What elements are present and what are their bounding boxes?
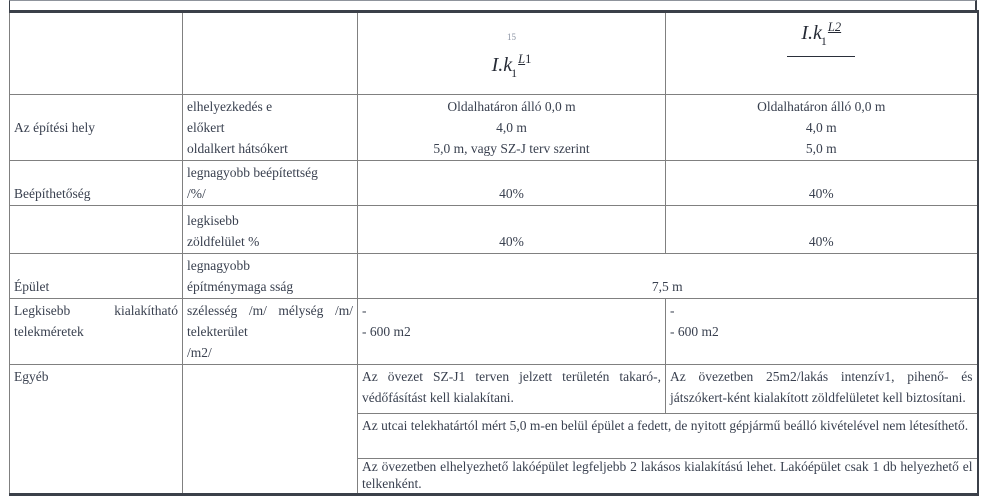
zone2-code-subscript: 1 <box>820 34 827 48</box>
value-line: 5,0 m, vagy SZ-J terv szerint <box>433 141 590 156</box>
criteria-cell-empty <box>183 365 358 495</box>
zone1-code <box>362 47 661 85</box>
row-building-height <box>10 254 978 299</box>
row-other-1 <box>10 365 978 414</box>
row-label: Az építési hely <box>14 120 95 135</box>
value-line: Oldalhatáron álló 0,0 m <box>447 99 576 114</box>
zone2-underline <box>787 56 855 57</box>
criteria-line: szélesség /m/ mélység /m/ <box>187 303 353 318</box>
row-label: Beépíthetőség <box>14 186 91 201</box>
row-label-cell <box>10 206 183 254</box>
value-line: 40% <box>499 234 524 249</box>
criteria-line: elhelyezkedés e <box>187 99 273 114</box>
criteria-cell <box>183 254 358 299</box>
criteria-line: telekterület <box>187 324 248 339</box>
zone2-code-base: I.k <box>801 22 822 44</box>
zone2-value-cell <box>666 299 978 365</box>
criteria-cell <box>183 206 358 254</box>
value-line: - 600 m2 <box>362 324 411 339</box>
criteria-line: előkert <box>187 120 225 135</box>
note-paragraph: Az övezet SZ-J1 terven jelzett területén takaró-, védőfásítást kell kialakítani. <box>362 369 661 405</box>
zone1-value-cell <box>358 95 666 161</box>
row-building-site <box>10 95 978 161</box>
criteria-line: zöldfelület % <box>187 234 260 249</box>
row-label-cell <box>10 299 183 365</box>
zone1-value-cell <box>358 206 666 254</box>
criteria-cell <box>183 95 358 161</box>
criteria-line: /m2/ <box>187 345 212 360</box>
zoning-parameters-table <box>9 10 979 496</box>
zone2-value-cell <box>666 95 978 161</box>
zone1-value-cell <box>358 161 666 206</box>
value-line: 7,5 m <box>651 279 683 294</box>
row-label: Legkisebb kialakítható telekméretek <box>14 303 178 339</box>
zone1-header-cell <box>358 12 666 95</box>
row-coverage <box>10 161 978 206</box>
merged-value-cell <box>358 254 978 299</box>
value-line: 4,0 m <box>805 120 837 135</box>
criteria-line: legnagyobb beépítettség <box>187 165 318 180</box>
zone1-note-cell <box>358 365 666 414</box>
criteria-line: oldalkert hátsókert <box>187 141 288 156</box>
merged-note-cell <box>358 414 978 459</box>
criteria-line: építménymaga sság <box>187 279 294 294</box>
row-plot-sizes <box>10 299 978 365</box>
regulation-table-sheet <box>9 0 977 496</box>
merged-note-cell <box>358 459 978 495</box>
criteria-cell <box>183 299 358 365</box>
criteria-cell <box>183 161 358 206</box>
row-green-area <box>10 206 978 254</box>
criteria-line: /%/ <box>187 186 206 201</box>
zone2-note-cell <box>666 365 978 414</box>
value-line: 40% <box>808 234 834 249</box>
note-paragraph: Az utcai telekhatártól mért 5,0 m-en belül épület a fedett, de nyitott gépjármű beálló kivételével nem létesíthető. <box>362 418 969 433</box>
row-label: Egyéb <box>14 369 49 384</box>
value-line: - <box>670 303 675 318</box>
zone2-value-cell <box>666 161 978 206</box>
criteria-line: legkisebb <box>187 213 239 228</box>
value-line: - 600 m2 <box>670 324 719 339</box>
criteria-line: legnagyobb <box>187 258 250 273</box>
zone1-code-base: I.k <box>491 54 513 76</box>
value-line: Oldalhatáron álló 0,0 m <box>757 99 886 114</box>
zone1-code-subscript: 1 <box>511 66 518 80</box>
note-paragraph: Az övezetben elhelyezhető lakóépület legfeljebb 2 lakásos kialakítású lehet. Lakóépület csak 1 db helyezhető el telkenként. <box>362 459 973 491</box>
zone1-code-superscript: L1 <box>518 52 532 66</box>
zone1-value-cell <box>358 299 666 365</box>
footnote-reference: 15 <box>507 32 516 42</box>
value-line: - <box>362 303 367 318</box>
zone2-code-superscript: L2 <box>827 20 842 34</box>
header-row <box>10 12 978 95</box>
value-line: 40% <box>499 186 524 201</box>
row-label-cell <box>10 365 183 495</box>
zone2-header-cell <box>666 12 978 95</box>
note-paragraph: Az övezetben 25m2/lakás intenzív1, pihenő- és játszókert-ként kialakított zöldfelületet kell biztosítani. <box>670 369 973 405</box>
row-label-cell <box>10 161 183 206</box>
zone2-value-cell <box>666 206 978 254</box>
previous-row-remnant <box>9 0 977 10</box>
header-empty-cell-2 <box>183 12 358 95</box>
value-line: 4,0 m <box>496 120 527 135</box>
row-label-cell <box>10 254 183 299</box>
row-label-cell <box>10 95 183 161</box>
value-line: 40% <box>808 186 834 201</box>
value-line: 5,0 m <box>805 141 837 156</box>
header-empty-cell-1 <box>10 12 183 95</box>
row-label: Épület <box>14 279 50 294</box>
zone2-code <box>670 15 973 53</box>
